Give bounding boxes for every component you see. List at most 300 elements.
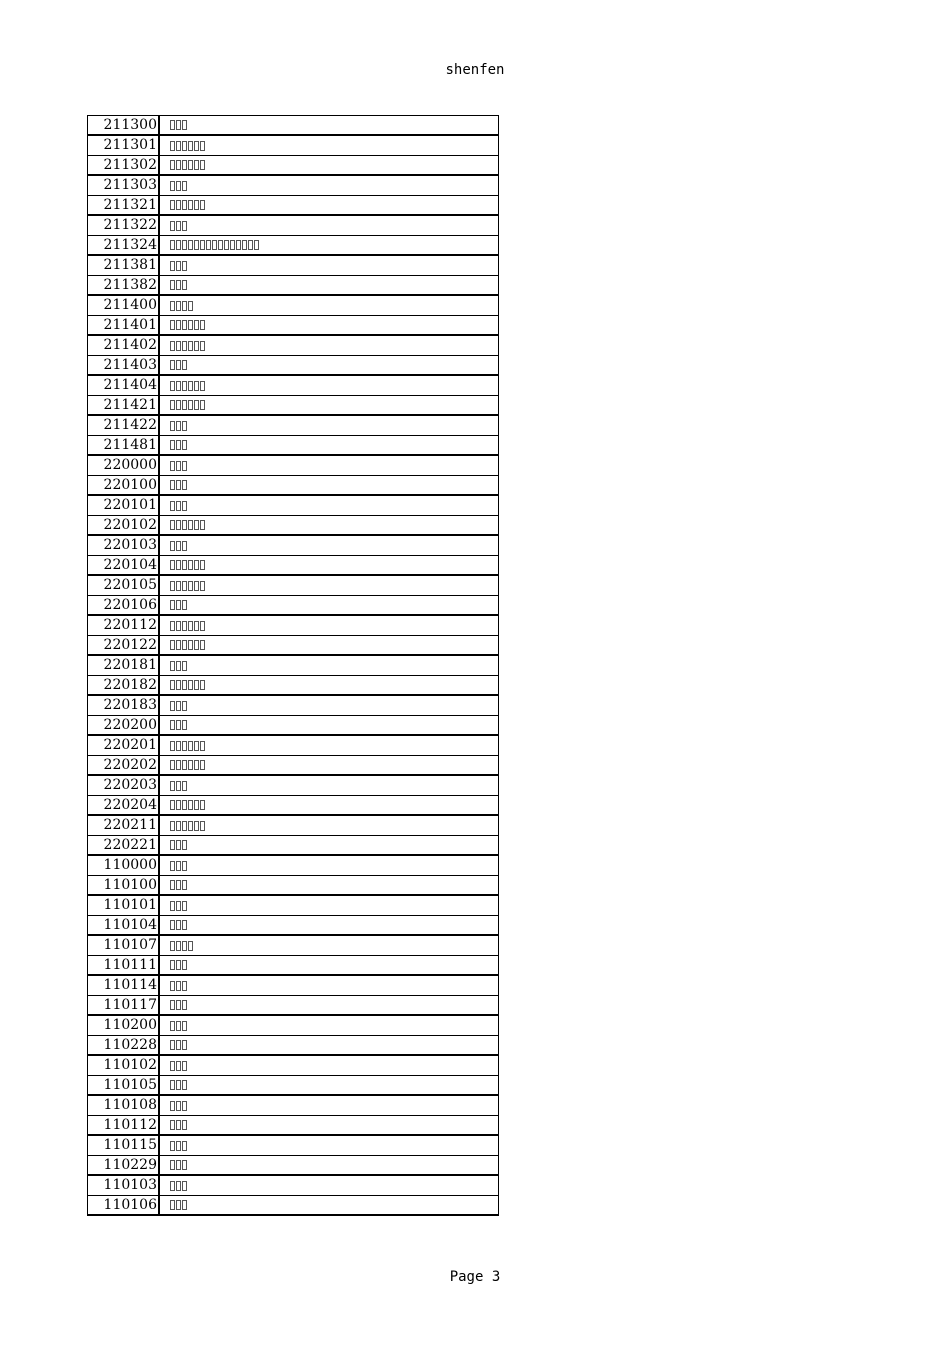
missing-glyph-box xyxy=(176,520,181,530)
table-row xyxy=(88,776,498,796)
region-name-cell xyxy=(160,396,498,414)
region-code-cell: 211303 xyxy=(88,176,160,195)
missing-glyph-box xyxy=(188,520,193,530)
missing-glyph-box xyxy=(176,960,181,970)
missing-glyph-box xyxy=(170,141,175,151)
table-row xyxy=(88,376,498,396)
region-code-cell: 211400 xyxy=(88,296,160,315)
missing-glyph-box xyxy=(182,861,187,871)
missing-glyph-box xyxy=(176,480,181,490)
region-code-cell: 220106 xyxy=(88,596,160,614)
missing-glyph-box xyxy=(170,440,175,450)
missing-glyph-box xyxy=(176,941,181,951)
region-name-cell xyxy=(160,156,498,174)
missing-glyph-box xyxy=(176,781,181,791)
table-row xyxy=(88,576,498,596)
missing-glyph-box xyxy=(182,221,187,231)
missing-glyph-box xyxy=(194,381,199,391)
table-row xyxy=(88,1176,498,1196)
missing-glyph-box xyxy=(182,1080,187,1090)
missing-glyph-box xyxy=(194,640,199,650)
missing-glyph-box xyxy=(176,1120,181,1130)
region-code-cell: 110114 xyxy=(88,976,160,995)
missing-glyph-box xyxy=(176,181,181,191)
missing-glyph-box xyxy=(194,141,199,151)
table-row xyxy=(88,456,498,476)
missing-glyph-box xyxy=(200,381,205,391)
missing-glyph-box xyxy=(170,981,175,991)
missing-glyph-box xyxy=(176,1021,181,1031)
missing-glyph-box xyxy=(170,920,175,930)
missing-glyph-box xyxy=(176,381,181,391)
missing-glyph-box xyxy=(182,141,187,151)
missing-glyph-box xyxy=(170,1061,175,1071)
page-header: shenfen xyxy=(445,62,505,78)
missing-glyph-box xyxy=(176,120,181,130)
missing-glyph-box xyxy=(188,821,193,831)
missing-glyph-box xyxy=(170,661,175,671)
missing-glyph-box xyxy=(182,160,187,170)
region-name-cell xyxy=(160,856,498,875)
missing-glyph-box xyxy=(170,1200,175,1210)
table-row xyxy=(88,856,498,876)
missing-glyph-box xyxy=(224,240,229,250)
missing-glyph-box xyxy=(176,621,181,631)
missing-glyph-box xyxy=(170,1021,175,1031)
missing-glyph-box xyxy=(176,800,181,810)
table-row xyxy=(88,356,498,376)
missing-glyph-box xyxy=(188,581,193,591)
missing-glyph-box xyxy=(182,240,187,250)
table-row xyxy=(88,316,498,336)
region-code-cell: 220100 xyxy=(88,476,160,494)
region-name-cell xyxy=(160,196,498,214)
missing-glyph-box xyxy=(194,680,199,690)
missing-glyph-box xyxy=(194,581,199,591)
missing-glyph-box xyxy=(200,800,205,810)
missing-glyph-box xyxy=(176,1200,181,1210)
missing-glyph-box xyxy=(176,720,181,730)
missing-glyph-box xyxy=(188,200,193,210)
region-name-cell xyxy=(160,976,498,995)
missing-glyph-box xyxy=(176,600,181,610)
table-row xyxy=(88,1036,498,1056)
missing-glyph-box xyxy=(176,141,181,151)
missing-glyph-box xyxy=(188,640,193,650)
missing-glyph-box xyxy=(170,621,175,631)
missing-glyph-box xyxy=(230,240,235,250)
missing-glyph-box xyxy=(182,280,187,290)
missing-glyph-box xyxy=(182,800,187,810)
region-code-cell: 110000 xyxy=(88,856,160,875)
region-code-cell: 220182 xyxy=(88,676,160,694)
missing-glyph-box xyxy=(170,221,175,231)
missing-glyph-box xyxy=(176,240,181,250)
region-code-cell: 110229 xyxy=(88,1156,160,1174)
missing-glyph-box xyxy=(170,901,175,911)
table-row xyxy=(88,236,498,256)
region-code-cell: 110228 xyxy=(88,1036,160,1054)
missing-glyph-box xyxy=(200,760,205,770)
missing-glyph-box xyxy=(176,821,181,831)
missing-glyph-box xyxy=(182,520,187,530)
table-row xyxy=(88,1076,498,1096)
missing-glyph-box xyxy=(176,261,181,271)
region-name-cell xyxy=(160,1016,498,1035)
missing-glyph-box xyxy=(170,541,175,551)
region-name-cell xyxy=(160,676,498,694)
table-row xyxy=(88,296,498,316)
region-name-cell xyxy=(160,216,498,235)
table-row xyxy=(88,496,498,516)
region-name-cell xyxy=(160,1196,498,1214)
missing-glyph-box xyxy=(170,520,175,530)
missing-glyph-box xyxy=(182,1141,187,1151)
region-code-cell: 220201 xyxy=(88,736,160,755)
region-name-cell xyxy=(160,136,498,155)
missing-glyph-box xyxy=(194,320,199,330)
missing-glyph-box xyxy=(170,160,175,170)
table-row xyxy=(88,916,498,936)
region-code-cell: 211421 xyxy=(88,396,160,414)
table-row xyxy=(88,956,498,976)
missing-glyph-box xyxy=(182,120,187,130)
region-code-cell: 211402 xyxy=(88,336,160,355)
missing-glyph-box xyxy=(170,741,175,751)
region-name-cell xyxy=(160,636,498,654)
missing-glyph-box xyxy=(182,181,187,191)
missing-glyph-box xyxy=(200,680,205,690)
missing-glyph-box xyxy=(194,760,199,770)
table-row xyxy=(88,816,498,836)
region-name-cell xyxy=(160,236,498,254)
missing-glyph-box xyxy=(200,581,205,591)
region-name-cell xyxy=(160,536,498,555)
region-name-cell xyxy=(160,276,498,294)
missing-glyph-box xyxy=(176,1000,181,1010)
missing-glyph-box xyxy=(188,381,193,391)
table-row xyxy=(88,436,498,456)
missing-glyph-box xyxy=(176,680,181,690)
missing-glyph-box xyxy=(200,141,205,151)
missing-glyph-box xyxy=(170,840,175,850)
missing-glyph-box xyxy=(170,120,175,130)
table-row xyxy=(88,476,498,496)
missing-glyph-box xyxy=(188,800,193,810)
missing-glyph-box xyxy=(170,181,175,191)
missing-glyph-box xyxy=(176,741,181,751)
missing-glyph-box xyxy=(218,240,223,250)
region-name-cell xyxy=(160,1136,498,1155)
missing-glyph-box xyxy=(188,760,193,770)
region-name-cell xyxy=(160,896,498,915)
missing-glyph-box xyxy=(170,421,175,431)
region-name-cell xyxy=(160,256,498,275)
missing-glyph-box xyxy=(176,341,181,351)
missing-glyph-box xyxy=(170,200,175,210)
missing-glyph-box xyxy=(170,301,175,311)
missing-glyph-box xyxy=(182,1181,187,1191)
missing-glyph-box xyxy=(188,741,193,751)
region-code-cell: 211300 xyxy=(88,116,160,134)
missing-glyph-box xyxy=(194,621,199,631)
missing-glyph-box xyxy=(206,240,211,250)
missing-glyph-box xyxy=(176,501,181,511)
region-name-cell xyxy=(160,696,498,715)
missing-glyph-box xyxy=(194,341,199,351)
page-footer: Page 3 xyxy=(449,1269,501,1285)
missing-glyph-box xyxy=(182,1101,187,1111)
table-row xyxy=(88,696,498,716)
missing-glyph-box xyxy=(200,640,205,650)
missing-glyph-box xyxy=(170,1101,175,1111)
missing-glyph-box xyxy=(188,141,193,151)
region-name-cell xyxy=(160,436,498,454)
missing-glyph-box xyxy=(182,541,187,551)
missing-glyph-box xyxy=(170,941,175,951)
region-name-cell xyxy=(160,296,498,315)
table-row xyxy=(88,796,498,816)
missing-glyph-box xyxy=(182,400,187,410)
missing-glyph-box xyxy=(176,920,181,930)
table-row xyxy=(88,1056,498,1076)
region-code-cell: 211382 xyxy=(88,276,160,294)
region-code-cell: 110107 xyxy=(88,936,160,955)
region-name-cell xyxy=(160,916,498,934)
region-name-cell xyxy=(160,476,498,494)
missing-glyph-box xyxy=(170,560,175,570)
table-row xyxy=(88,656,498,676)
table-row xyxy=(88,896,498,916)
missing-glyph-box xyxy=(200,341,205,351)
region-name-cell xyxy=(160,576,498,595)
missing-glyph-box xyxy=(170,400,175,410)
missing-glyph-box xyxy=(182,640,187,650)
region-name-cell xyxy=(160,656,498,675)
missing-glyph-box xyxy=(170,1181,175,1191)
missing-glyph-box xyxy=(182,1021,187,1031)
region-code-cell: 110115 xyxy=(88,1136,160,1155)
table-row xyxy=(88,536,498,556)
missing-glyph-box xyxy=(182,741,187,751)
missing-glyph-box xyxy=(194,400,199,410)
missing-glyph-box xyxy=(176,760,181,770)
region-name-cell xyxy=(160,936,498,955)
region-name-cell xyxy=(160,1096,498,1115)
region-code-cell: 220000 xyxy=(88,456,160,475)
missing-glyph-box xyxy=(200,200,205,210)
missing-glyph-box xyxy=(188,341,193,351)
missing-glyph-box xyxy=(170,341,175,351)
missing-glyph-box xyxy=(242,240,247,250)
missing-glyph-box xyxy=(188,160,193,170)
missing-glyph-box xyxy=(182,360,187,370)
missing-glyph-box xyxy=(176,581,181,591)
region-code-cell: 110112 xyxy=(88,1116,160,1134)
region-name-cell xyxy=(160,876,498,894)
region-code-cell: 220221 xyxy=(88,836,160,854)
table-row xyxy=(88,1116,498,1136)
missing-glyph-box xyxy=(188,621,193,631)
table-row xyxy=(88,336,498,356)
region-code-cell: 211404 xyxy=(88,376,160,395)
region-name-cell xyxy=(160,1056,498,1075)
table-row xyxy=(88,176,498,196)
missing-glyph-box xyxy=(182,200,187,210)
missing-glyph-box xyxy=(182,341,187,351)
table-row xyxy=(88,876,498,896)
table-row xyxy=(88,556,498,576)
missing-glyph-box xyxy=(182,701,187,711)
region-name-cell xyxy=(160,176,498,195)
region-name-cell xyxy=(160,1156,498,1174)
missing-glyph-box xyxy=(170,280,175,290)
table-row xyxy=(88,216,498,236)
region-code-cell: 110200 xyxy=(88,1016,160,1035)
missing-glyph-box xyxy=(194,560,199,570)
region-name-cell xyxy=(160,416,498,435)
missing-glyph-box xyxy=(182,621,187,631)
missing-glyph-box xyxy=(176,701,181,711)
table-row xyxy=(88,756,498,776)
missing-glyph-box xyxy=(170,461,175,471)
region-code-cell: 110102 xyxy=(88,1056,160,1075)
region-code-cell: 211322 xyxy=(88,216,160,235)
missing-glyph-box xyxy=(182,301,187,311)
missing-glyph-box xyxy=(254,240,259,250)
missing-glyph-box xyxy=(182,1000,187,1010)
missing-glyph-box xyxy=(176,301,181,311)
region-code-cell: 110105 xyxy=(88,1076,160,1094)
missing-glyph-box xyxy=(170,600,175,610)
region-name-cell xyxy=(160,996,498,1014)
missing-glyph-box xyxy=(170,581,175,591)
region-code-cell: 110106 xyxy=(88,1196,160,1214)
region-name-cell xyxy=(160,1116,498,1134)
missing-glyph-box xyxy=(170,360,175,370)
region-code-cell: 211302 xyxy=(88,156,160,174)
region-code-cell: 220101 xyxy=(88,496,160,515)
missing-glyph-box xyxy=(188,320,193,330)
table-row xyxy=(88,276,498,296)
table-row xyxy=(88,416,498,436)
missing-glyph-box xyxy=(170,240,175,250)
missing-glyph-box xyxy=(200,320,205,330)
missing-glyph-box xyxy=(170,800,175,810)
table-row xyxy=(88,196,498,216)
missing-glyph-box xyxy=(182,760,187,770)
missing-glyph-box xyxy=(170,320,175,330)
table-row xyxy=(88,616,498,636)
region-name-cell xyxy=(160,756,498,774)
region-code-cell: 220211 xyxy=(88,816,160,835)
region-name-cell xyxy=(160,816,498,835)
missing-glyph-box xyxy=(176,360,181,370)
missing-glyph-box xyxy=(194,821,199,831)
region-name-cell xyxy=(160,736,498,755)
region-code-cell: 220102 xyxy=(88,516,160,534)
missing-glyph-box xyxy=(194,240,199,250)
missing-glyph-box xyxy=(182,261,187,271)
missing-glyph-box xyxy=(200,240,205,250)
missing-glyph-box xyxy=(182,840,187,850)
missing-glyph-box xyxy=(170,720,175,730)
missing-glyph-box xyxy=(182,560,187,570)
missing-glyph-box xyxy=(176,440,181,450)
missing-glyph-box xyxy=(182,600,187,610)
missing-glyph-box xyxy=(176,221,181,231)
missing-glyph-box xyxy=(182,480,187,490)
missing-glyph-box xyxy=(200,821,205,831)
missing-glyph-box xyxy=(248,240,253,250)
region-name-cell xyxy=(160,556,498,574)
region-code-cell: 211381 xyxy=(88,256,160,275)
missing-glyph-box xyxy=(170,1000,175,1010)
missing-glyph-box xyxy=(176,661,181,671)
region-code-cell: 220104 xyxy=(88,556,160,574)
table-row xyxy=(88,716,498,736)
missing-glyph-box xyxy=(182,1061,187,1071)
missing-glyph-box xyxy=(182,581,187,591)
missing-glyph-box xyxy=(200,560,205,570)
table-row xyxy=(88,936,498,956)
table-row xyxy=(88,1136,498,1156)
region-name-cell xyxy=(160,616,498,635)
missing-glyph-box xyxy=(176,1160,181,1170)
missing-glyph-box xyxy=(170,861,175,871)
region-name-cell xyxy=(160,596,498,614)
data-table xyxy=(87,115,499,1216)
missing-glyph-box xyxy=(194,741,199,751)
missing-glyph-box xyxy=(182,1120,187,1130)
missing-glyph-box xyxy=(170,640,175,650)
missing-glyph-box xyxy=(170,501,175,511)
missing-glyph-box xyxy=(182,781,187,791)
missing-glyph-box xyxy=(176,901,181,911)
table-row xyxy=(88,836,498,856)
missing-glyph-box xyxy=(176,1101,181,1111)
region-code-cell: 220103 xyxy=(88,536,160,555)
missing-glyph-box xyxy=(194,160,199,170)
region-code-cell: 220181 xyxy=(88,656,160,675)
region-code-cell: 220203 xyxy=(88,776,160,795)
missing-glyph-box xyxy=(182,1040,187,1050)
table-row xyxy=(88,396,498,416)
missing-glyph-box xyxy=(188,240,193,250)
missing-glyph-box xyxy=(200,160,205,170)
missing-glyph-box xyxy=(182,461,187,471)
table-row xyxy=(88,1016,498,1036)
missing-glyph-box xyxy=(194,520,199,530)
missing-glyph-box xyxy=(170,381,175,391)
region-code-cell: 110103 xyxy=(88,1176,160,1195)
region-code-cell: 110111 xyxy=(88,956,160,974)
region-name-cell xyxy=(160,516,498,534)
missing-glyph-box xyxy=(188,400,193,410)
region-name-cell xyxy=(160,1076,498,1094)
missing-glyph-box xyxy=(176,541,181,551)
missing-glyph-box xyxy=(182,880,187,890)
missing-glyph-box xyxy=(176,560,181,570)
table-row xyxy=(88,596,498,616)
region-code-cell: 211401 xyxy=(88,316,160,334)
missing-glyph-box xyxy=(176,840,181,850)
missing-glyph-box xyxy=(176,320,181,330)
missing-glyph-box xyxy=(176,1181,181,1191)
missing-glyph-box xyxy=(194,200,199,210)
region-code-cell: 110108 xyxy=(88,1096,160,1115)
missing-glyph-box xyxy=(170,1120,175,1130)
